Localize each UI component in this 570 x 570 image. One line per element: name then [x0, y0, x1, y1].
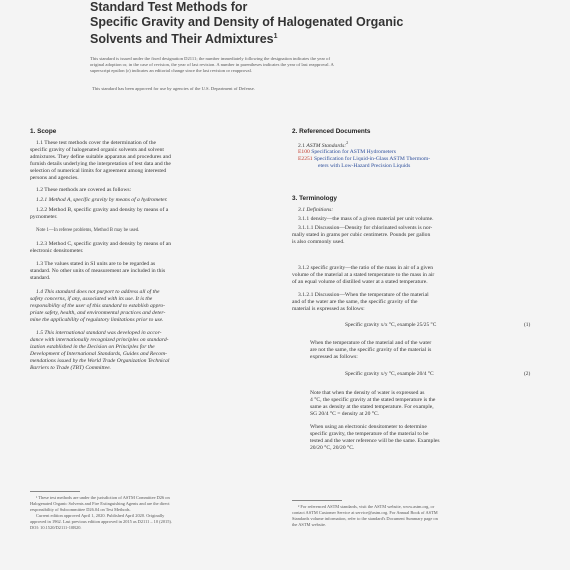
para-line: admixtures. They define suitable apparatus and procedures and: [30, 154, 171, 160]
footnote-line: approved in 1962. Last previous edition approved in 2015 as D2111 – 10 (2015).: [30, 519, 172, 524]
footnote-line: contact ASTM Customer Service at service@astm.org. For Annual Book of ASTM: [292, 510, 438, 515]
footnote-line: ² For referenced ASTM standards, visit the ASTM website, www.astm.org, or: [298, 504, 435, 509]
para-1-2-1: 1.2.1 Method A, specific gravity by means of a hydrometer.: [36, 197, 168, 203]
para-line: selection of numerical limits for agreement among interested: [30, 168, 167, 174]
para-line: expressed as follows:: [310, 354, 358, 360]
title-line-1: Standard Test Methods for: [90, 0, 248, 14]
para-line: electronic densitometer.: [30, 248, 84, 254]
para-line: specific gravity of halogenated organic solvents and solvent: [30, 147, 164, 153]
intro-line-2: original adoption or, in the case of revision, the year of last revision. A number in parentheses indicates the year of last reapproval. A: [90, 62, 334, 67]
footnote-line: Standards volume information, refer to the standard's Document Summary page on: [292, 516, 438, 521]
footnote-line: Halogenated Organic Solvents and Fire Extinguishing Agents and are the direct: [30, 501, 170, 506]
para-line: priate safety, health, and environmental practices and deter-: [30, 310, 166, 316]
footnote-line: responsibility of Subcommittee D26.04 on Test Methods.: [30, 507, 131, 512]
ref-2-1: 2.1 ASTM Standards:$^2$: [298, 140, 349, 149]
note-1: Note 1—In referee problems, Method B may be used.: [36, 228, 140, 233]
scope-heading: 1. Scope: [30, 128, 57, 135]
refdocs-heading: 2. Referenced Documents: [292, 128, 371, 135]
intro-line-3: superscript epsilon (ε) indicates an editorial change since the last revision or reapproval.: [90, 68, 253, 73]
para-line: same as density at the stated temperature. For example,: [310, 404, 434, 410]
para-1-2: 1.2 These methods are covered as follows:: [36, 187, 132, 193]
para-line: 1.5 This international standard was developed in accor-: [36, 330, 162, 336]
para-line: 4 °C, the specific gravity at the stated temperature is the: [310, 397, 436, 403]
para-line: furnish details underlying the interpretation of test data and the: [30, 161, 171, 167]
title-line-2: Specific Gravity and Density of Halogenated Organic: [90, 15, 404, 29]
title-footnote-mark: 1: [273, 33, 278, 40]
para-line: 20/20 °C, 20/20 °C.: [310, 445, 355, 451]
para-line: volume of the material at a stated temperature to the mass in air: [292, 272, 435, 278]
para-line: Barriers to Trade (TBT) Committee.: [30, 365, 111, 371]
para-3-1-1: 3.1.1 density—the mass of a given material per unit volume.: [298, 216, 434, 222]
para-line: Note that when the density of water is expressed as: [310, 390, 425, 396]
para-line: mendations issued by the World Trade Organization Technical: [30, 358, 170, 364]
title-line-3: Solvents and Their Admixtures$^1$: [90, 32, 278, 47]
para-line: Development of International Standards, Guides and Recom-: [30, 351, 167, 357]
para-line: safety concerns, if any, associated with its use. It is the: [30, 296, 153, 302]
intro-line-1: This standard is issued under the fixed designation D2111; the number immediately following the designation indicates the year of: [90, 56, 331, 61]
para-line: standard. No other units of measurement are included in this: [30, 268, 166, 274]
para-line: standard.: [30, 275, 51, 281]
equation-2-number: (2): [524, 371, 531, 377]
para-line: material is expressed as follows:: [292, 306, 365, 312]
terminology-heading: 3. Terminology: [292, 195, 337, 202]
footnote-line: Current edition approved April 1, 2020. Published April 2020. Originally: [36, 513, 165, 518]
para-line: 3.1.1.1 Discussion—Density for chlorinated solvents is nor-: [298, 225, 433, 231]
equation-2: Specific gravity x/y °C, example 20/4 °C: [345, 371, 434, 377]
para-line: is also commonly used.: [292, 239, 345, 245]
para-line: 1.3 The values stated in SI units are to be regarded as: [36, 261, 156, 267]
para-line: and of the water are the same, the specific gravity of the: [292, 299, 418, 305]
para-line: 1.4 This standard does not purport to address all of the: [36, 289, 160, 295]
para-line: 3.1.2 specific gravity—the ratio of the mass in air of a given: [298, 265, 433, 271]
para-line: 1.2.2 Method B, specific gravity and density by means of a: [36, 207, 169, 213]
para-line: 3.1.2.1 Discussion—When the temperature of the material: [298, 292, 429, 298]
para-line: responsibility of the user of this standard to establish appro-: [30, 303, 166, 309]
footnote-rule-right: [292, 500, 342, 501]
ref-item-e100[interactable]: E100 Specification for ASTM Hydrometers: [298, 149, 396, 155]
para-line: specific gravity, the temperature of the material to be: [310, 431, 429, 437]
para-line: pycnometer.: [30, 214, 58, 220]
approval-note: This standard has been approved for use by agencies of the U.S. Department of Defense.: [92, 86, 255, 91]
para-line: dance with internationally recognized principles on standard-: [30, 337, 169, 343]
footnote-rule-left: [30, 491, 80, 492]
para-line: mine the applicability of regulatory limitations prior to use.: [30, 317, 164, 323]
para-line: 1.2.3 Method C, specific gravity and density by means of an: [36, 241, 171, 247]
para-line: When using an electronic densitometer to determine: [310, 424, 427, 430]
footnote-line: DOI: 10.1520/D2111-10R20.: [30, 525, 82, 530]
para-line: ization established in the Decision on Principles for the: [30, 344, 155, 350]
footnote-line: ¹ These test methods are under the jurisdiction of ASTM Committee D26 on: [36, 495, 170, 500]
para-line: When the temperature of the material and of the water: [310, 340, 432, 346]
para-line: persons and agencies.: [30, 175, 79, 181]
para-line: of an equal volume of distilled water at a stated temperature.: [292, 279, 428, 285]
para-line: tested and the water reference will be the same. Examples: [310, 438, 440, 444]
para-line: 1.1 These test methods cover the determination of the: [36, 140, 156, 146]
equation-1: Specific gravity x/x °C, example 25/25 °C: [345, 322, 437, 328]
para-line: mally stated in grams per cubic centimetre. Pounds per gallon: [292, 232, 431, 238]
ref-item-e2251-cont[interactable]: eters with Low-Hazard Precision Liquids: [318, 163, 411, 169]
para-line: are not the same, the specific gravity of the material is: [310, 347, 432, 353]
para-3-1: 3.1 Definitions:: [298, 207, 334, 213]
equation-1-number: (1): [524, 322, 531, 328]
footnote-line: the ASTM website.: [292, 522, 327, 527]
para-line: SG 20/4 °C = density at 20 °C.: [310, 411, 380, 417]
ref-item-e2251[interactable]: E2251 Specification for Liquid-in-Glass ASTM Thermom-: [298, 156, 431, 162]
